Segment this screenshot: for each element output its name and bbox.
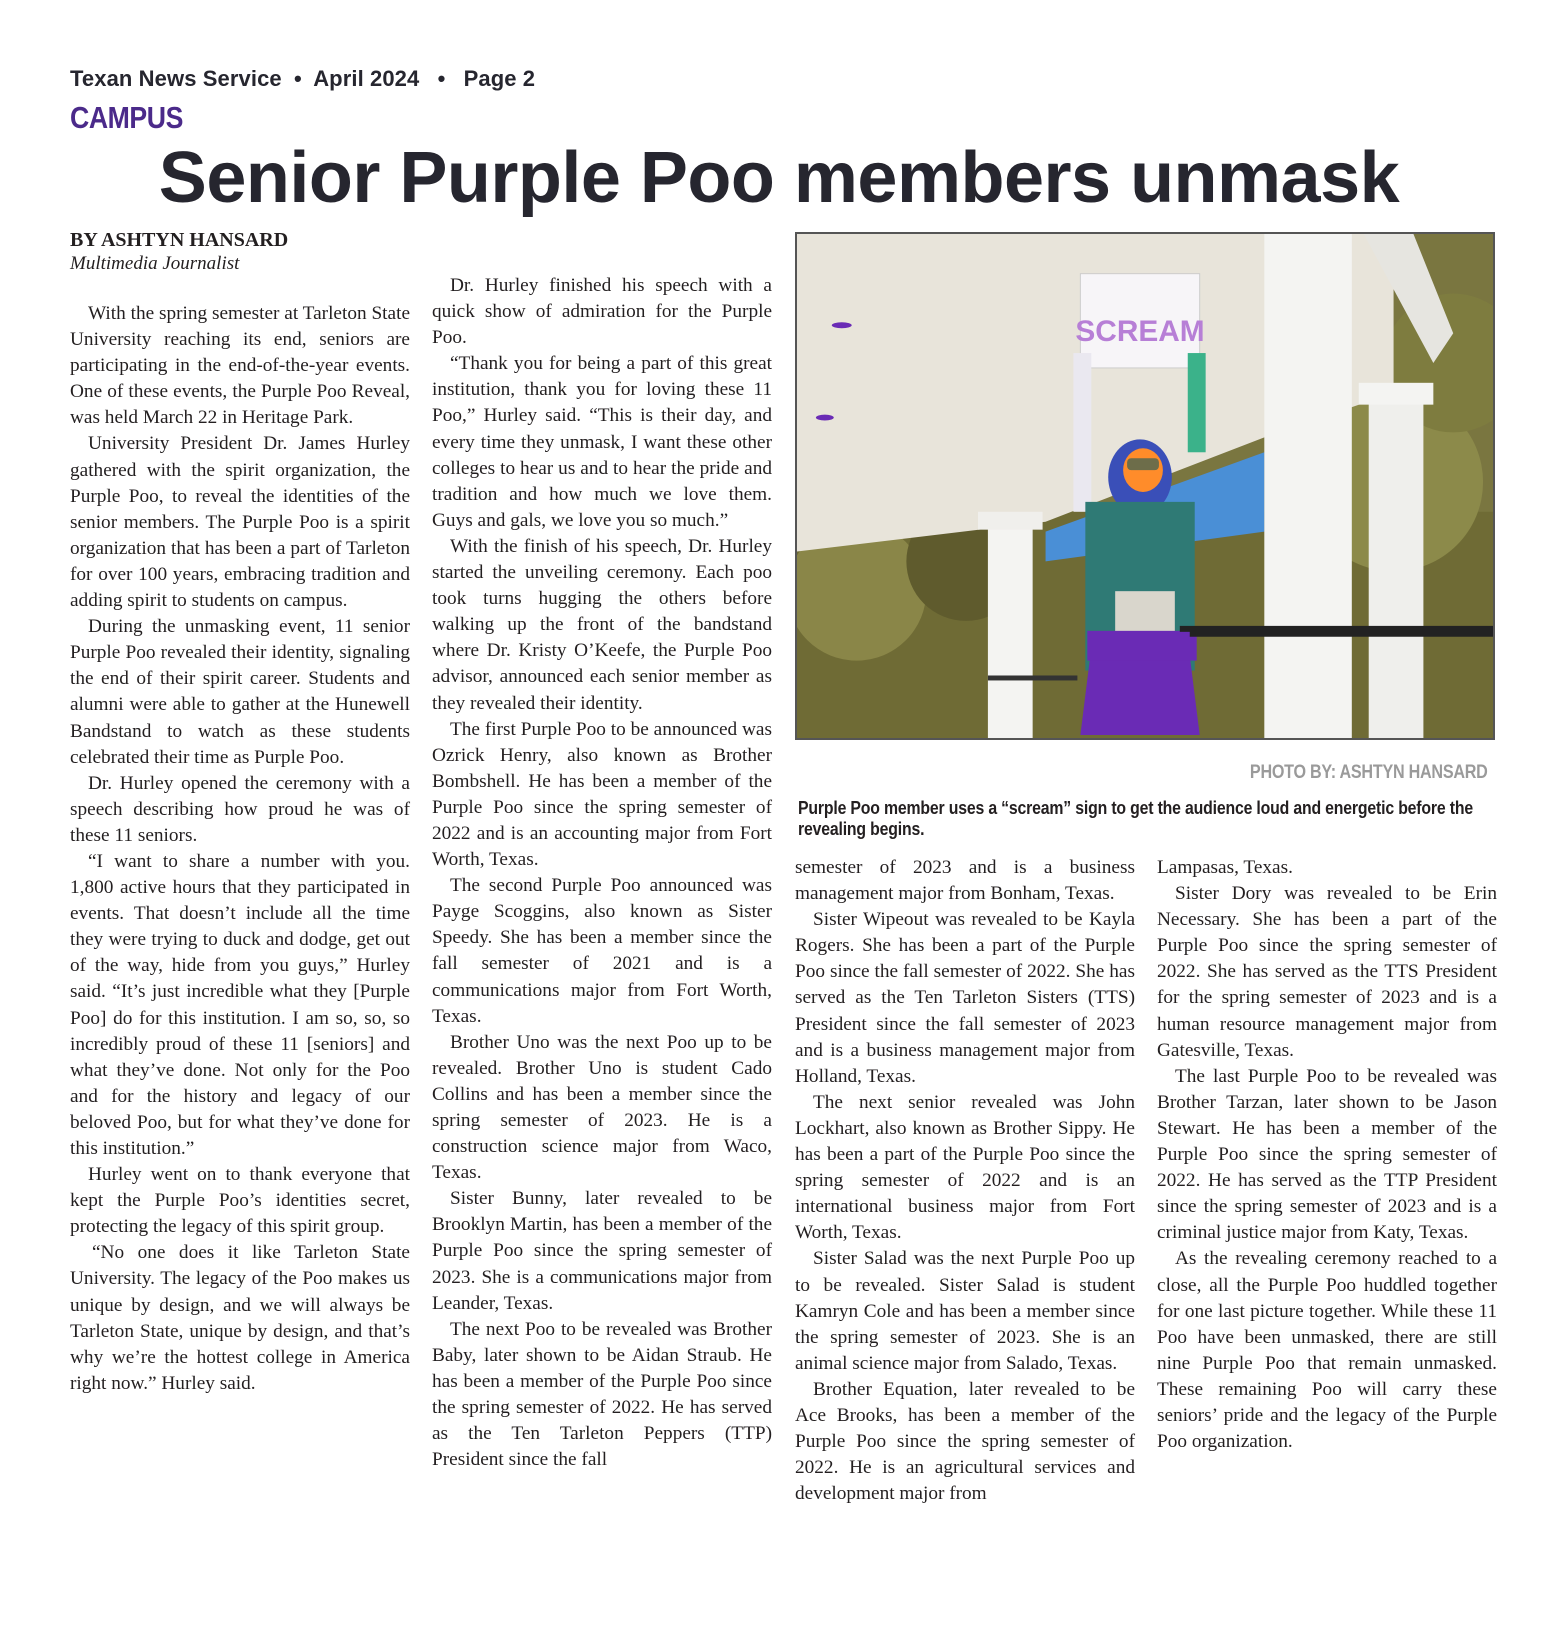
- paragraph: The first Purple Poo to be announced was Ozrick Henry, also known as Brother Bombshell. He has been a member of the Purple Poo since the spring semester of 2022 and is an accounting major from Fort Worth, Texas.: [432, 718, 772, 871]
- paragraph: Sister Salad was the next Purple Poo up to be revealed. Sister Salad is student Kamryn Cole and has been a member since the spring semester of 2023. She is an animal science major from Salado, Texas.: [795, 1248, 1135, 1374]
- masthead: [70, 66, 535, 92]
- paragraph: Sister Wipeout was revealed to be Kayla Rogers. She has been a part of the Purple Poo since the fall semester of 2022. She has served as the Ten Tarleton Sisters (TTS) President since the fall semester of 2023 and is a business management major from Holland, Texas.: [795, 909, 1135, 1087]
- headline: Senior Purple Poo members unmask: [158, 138, 1400, 218]
- page-number: Page 2: [463, 66, 536, 91]
- article-photo: [795, 232, 1495, 740]
- paragraph: Dr. Hurley opened the ceremony with a speech describing how proud he was of these 11 seniors.: [70, 772, 410, 846]
- byline-author: BY ASHTYN HANSARD: [70, 229, 289, 251]
- paragraph: Lampasas, Texas.: [1157, 857, 1293, 878]
- paragraph: Brother Equation, later revealed to be Ace Brooks, has been a member of the Purple Poo since the spring semester of 2022. He is an agricultural services and development major from: [795, 1378, 1135, 1505]
- sign-text: SCREAM: [1075, 315, 1205, 349]
- section-label: CAMPUS: [70, 100, 183, 135]
- purple-poo-photo-illustration: [797, 234, 1493, 738]
- paragraph: The next senior revealed was John Lockhart, also known as Brother Sippy. He has been a part of the Purple Poo since the spring semester of 2022 and is an international business major from Fort Worth, Texas.: [795, 1091, 1135, 1244]
- paragraph: The next Poo to be revealed was Brother Baby, later shown to be Aidan Straub. He has been a member of the Purple Poo since the spring semester of 2022. He has served as the Ten Tarleton Peppers (TTP) President since the fall: [432, 1318, 772, 1471]
- paragraph: With the spring semester at Tarleton State University reaching its end, seniors are participating in the end-of-the-year events. One of these events, the Purple Poo Reveal, was held March 22 in Heritage Park.: [70, 303, 410, 429]
- paragraph: During the unmasking event, 11 senior Purple Poo revealed their identity, signaling the end of their spirit career. Students and alumni were able to gather at the Hunewell Bandstand to watch as these students celebrated their time as Purple Poo.: [70, 616, 410, 768]
- paragraph: “Thank you for being a part of this great institution, thank you for loving these 11 Poo,” Hurley said. “This is their day, and every time they unmask, I want these other colleges to hear us and to hear the pride and tradition and how much we love them. Guys and gals, we love you so much.”: [432, 353, 772, 531]
- paragraph: The second Purple Poo announced was Payge Scoggins, also known as Sister Speedy. She has been a member since the fall semester of 2021 and is a communications major from Fort Worth, Texas.: [432, 875, 772, 1027]
- article-column-2: [432, 273, 772, 1473]
- paragraph: Brother Uno was the next Poo up to be revealed. Brother Uno is student Cado Collins and has been a member since the spring semester of 2023. He is a construction science major from Waco, Texas.: [432, 1031, 772, 1184]
- byline-role: Multimedia Journalist: [70, 253, 240, 274]
- article-column-4: [1157, 855, 1497, 1455]
- separator: •: [437, 66, 446, 91]
- paragraph: “I want to share a number with you. 1,800 active hours that they participated in events. That doesn’t include all the time they were trying to duck and dodge, get out of the way, hide from you guys,” Hurley said. “It’s just incredible what they [Purple Poo] do for this institution. I am so, so, so incredibly proud of these 11 [seniors] and what they’ve done. Not only for the Poo and for the history and legacy of our beloved Poo, but for what they’ve done for this institution.”: [70, 850, 410, 1159]
- paragraph: The last Purple Poo to be revealed was Brother Tarzan, later shown to be Jason Stewart. He has been a member of the Purple Poo since the spring semester of 2022. He has served as the TTP President since the spring semester of 2023 and is a criminal justice major from Katy, Texas.: [1157, 1065, 1497, 1244]
- paragraph: Sister Dory was revealed to be Erin Necessary. She has been a part of the Purple Poo since the spring semester of 2022. She has served as the TTS President for the spring semester of 2023 and is a human resource management major from Gatesville, Texas.: [1157, 883, 1497, 1061]
- paragraph: “No one does it like Tarleton State University. The legacy of the Poo makes us unique by design, and we will always be Tarleton State, unique by design, and that’s why we’re the hottest college in America right now.” Hurley said.: [70, 1242, 410, 1394]
- paragraph: With the finish of his speech, Dr. Hurley started the unveiling ceremony. Each poo took turns hugging the others before walking up the front of the bandstand where Dr. Kristy O’Keefe, the Purple Poo advisor, announced each senior member as they revealed their identity.: [432, 535, 772, 714]
- issue-date: April 2024: [313, 66, 420, 91]
- paragraph: University President Dr. James Hurley gathered with the spirit organization, the Purple Poo, to reveal the identities of the senior members. The Purple Poo is a spirit organization that has been a part of Tarleton for over 100 years, embracing tradition and adding spirit to students on campus.: [70, 433, 410, 612]
- photo-caption: Purple Poo member uses a “scream” sign to get the audience loud and energetic before the revealing begins.: [798, 797, 1473, 839]
- paragraph: As the revealing ceremony reached to a close, all the Purple Poo huddled together for one last picture together. While these 11 Poo have been unmasked, there are still nine Purple Poo that remain unmasked. These remaining Poo will carry these seniors’ pride and the legacy of the Purple Poo organization.: [1157, 1248, 1497, 1453]
- paragraph: Dr. Hurley finished his speech with a quick show of admiration for the Purple Poo.: [432, 275, 772, 349]
- article-column-3: [795, 855, 1135, 1507]
- publication-name: Texan News Service: [70, 66, 282, 91]
- paragraph: Hurley went on to thank everyone that kept the Purple Poo’s identities secret, protecting the legacy of this spirit group.: [70, 1164, 410, 1238]
- separator: •: [293, 66, 302, 91]
- photo-credit: PHOTO BY: ASHTYN HANSARD: [1250, 762, 1488, 783]
- article-column-1: [70, 301, 410, 1397]
- paragraph: Sister Bunny, later revealed to be Brooklyn Martin, has been a member of the Purple Poo since the spring semester of 2023. She is a communications major from Leander, Texas.: [432, 1188, 772, 1314]
- paragraph: semester of 2023 and is a business management major from Bonham, Texas.: [795, 857, 1135, 905]
